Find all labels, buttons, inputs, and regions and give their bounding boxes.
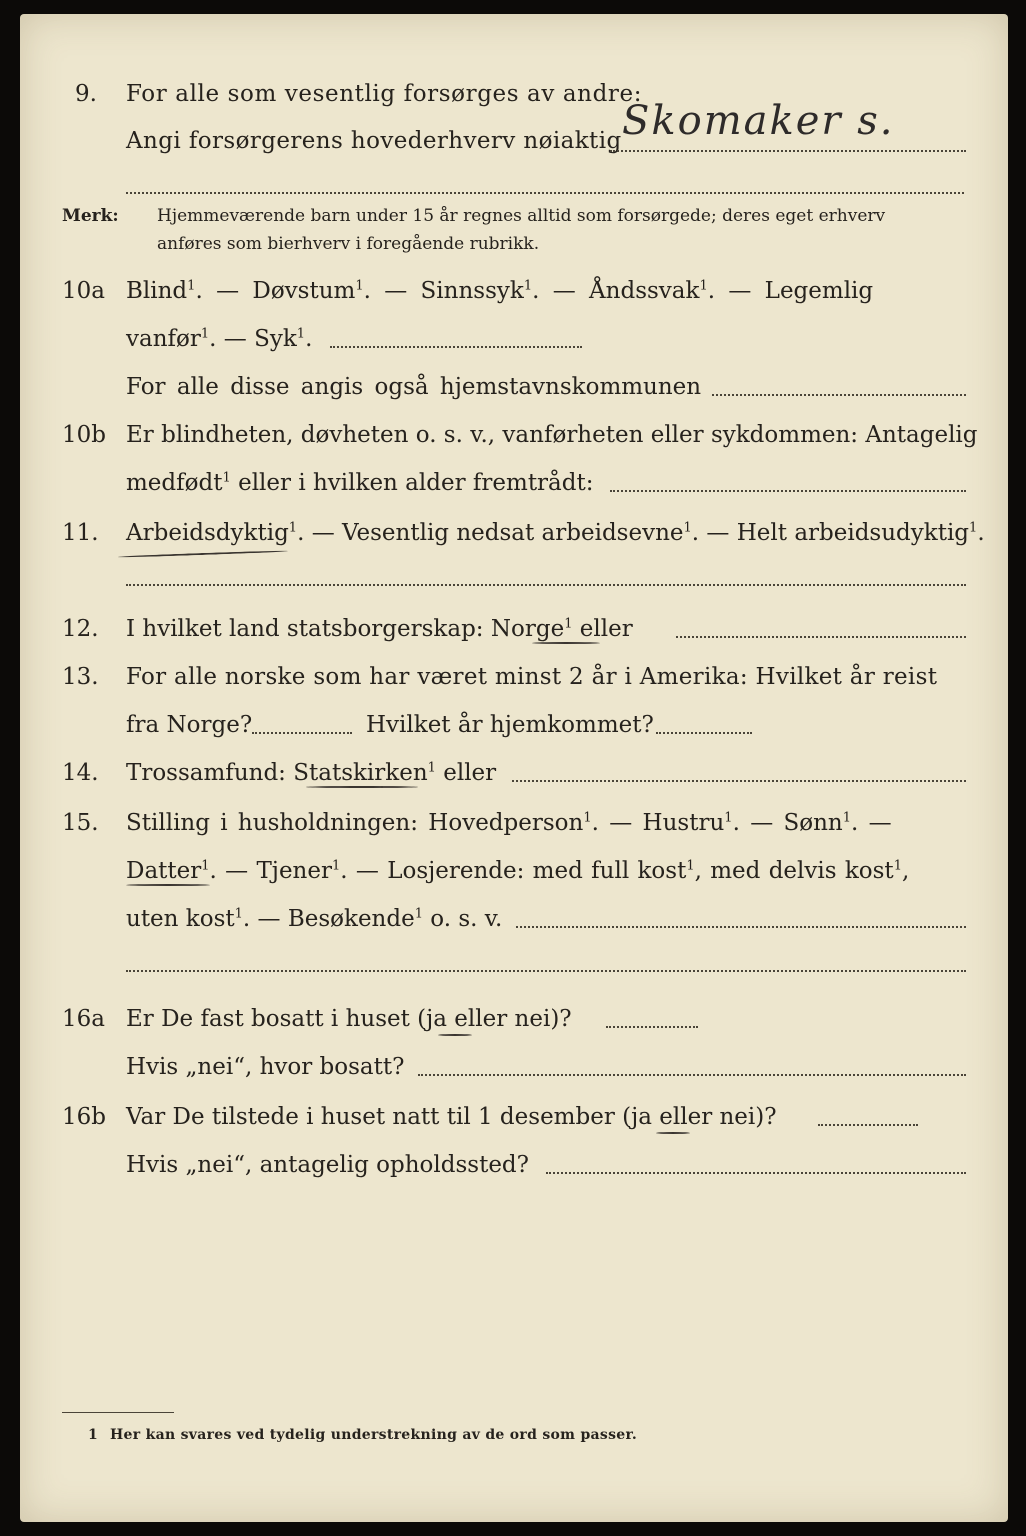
q10a-line3: For alle disse angis også hjemstavnskommunen bbox=[126, 374, 702, 400]
footnote-text: Her kan svares ved tydelig understrekning av de ord som passer. bbox=[110, 1427, 638, 1443]
q15-osv: o. s. v. bbox=[430, 906, 503, 932]
q13-hjem-line[interactable] bbox=[656, 732, 752, 734]
q16a-bosatt-line[interactable] bbox=[418, 1074, 966, 1076]
opt-blind: Blind bbox=[126, 278, 188, 304]
dash: — bbox=[552, 278, 576, 304]
q16b-underline-mark bbox=[656, 1132, 690, 1134]
sup: 1 bbox=[969, 520, 978, 536]
sup: 1 bbox=[683, 520, 692, 536]
q15-underline-mark bbox=[126, 884, 210, 886]
dash: — bbox=[355, 858, 379, 884]
sup: 1 bbox=[842, 810, 852, 826]
sup: 1 bbox=[686, 858, 695, 874]
period: . bbox=[363, 278, 371, 304]
q10a-line1 bbox=[126, 276, 873, 306]
sup: 1 bbox=[200, 326, 210, 342]
q14-underline-mark bbox=[306, 786, 418, 788]
q10b-rest: eller i hvilken alder fremtrådt: bbox=[238, 470, 594, 496]
period: . bbox=[532, 278, 540, 304]
period: . bbox=[297, 520, 305, 546]
dash: — bbox=[311, 520, 335, 546]
sup: 1 bbox=[222, 470, 231, 486]
q12-underline-mark bbox=[532, 642, 600, 644]
sup: 1 bbox=[523, 278, 533, 294]
sup: 1 bbox=[234, 906, 243, 922]
q15-text: Stilling i husholdningen: bbox=[126, 810, 418, 836]
period: . bbox=[691, 520, 700, 546]
opt-udyktig: Helt arbeidsudyktig bbox=[736, 520, 970, 546]
comma: , bbox=[694, 858, 702, 884]
q14-line bbox=[126, 758, 496, 788]
q15-extra-line bbox=[126, 970, 966, 972]
footnote-mark: 1 bbox=[88, 1427, 98, 1443]
sup: 1 bbox=[699, 278, 708, 294]
q11-number: 11. bbox=[62, 520, 99, 546]
sup: 1 bbox=[355, 278, 364, 294]
opt-tjener: Tjener bbox=[256, 858, 332, 884]
period: . bbox=[242, 906, 251, 932]
period: . bbox=[591, 810, 599, 836]
period: . bbox=[977, 520, 985, 546]
opt-andssvak: Åndssvak bbox=[589, 278, 700, 304]
sup: 1 bbox=[331, 858, 341, 874]
q16b-line2: Hvis „nei“, antagelig opholdssted? bbox=[126, 1152, 529, 1178]
period: . bbox=[195, 278, 203, 304]
sup: 1 bbox=[564, 616, 573, 632]
sup: 1 bbox=[427, 760, 436, 776]
sup: 1 bbox=[201, 858, 210, 874]
q10b-answer-line[interactable] bbox=[610, 490, 966, 492]
q13-reist-line[interactable] bbox=[252, 732, 352, 734]
q9-number: 9. bbox=[75, 81, 97, 107]
dash: — bbox=[223, 326, 247, 352]
opt-dovstum: Døvstum bbox=[252, 278, 356, 304]
sup: 1 bbox=[187, 278, 196, 294]
sup: 1 bbox=[296, 326, 306, 342]
q14-eller: eller bbox=[443, 760, 497, 786]
q10b-number: 10b bbox=[62, 422, 106, 448]
q9-line2: Angi forsørgerens hovederhverv nøiaktig bbox=[126, 128, 622, 154]
q15-answer-line[interactable] bbox=[516, 926, 966, 928]
dash: — bbox=[216, 278, 240, 304]
q16a-line1: Er De fast bosatt i huset (ja eller nei)? bbox=[126, 1006, 572, 1032]
opt-legemlig: Legemlig bbox=[764, 278, 874, 304]
q13-fra: fra Norge? bbox=[126, 712, 253, 738]
period: . bbox=[305, 326, 313, 352]
q12-number: 12. bbox=[62, 616, 99, 642]
opt-hovedperson: Hovedperson bbox=[428, 810, 584, 836]
q15-line3 bbox=[126, 904, 502, 934]
opt-medfodt: medfødt bbox=[126, 470, 223, 496]
q9-extra-line bbox=[126, 192, 964, 194]
opt-vanfor: vanfør bbox=[126, 326, 201, 352]
q15-line2 bbox=[126, 856, 909, 886]
merk-label: Merk: bbox=[62, 206, 119, 226]
period: . bbox=[851, 810, 859, 836]
q13-number: 13. bbox=[62, 664, 99, 690]
dash: — bbox=[750, 810, 774, 836]
q16a-line2: Hvis „nei“, hvor bosatt? bbox=[126, 1054, 405, 1080]
footnote-rule bbox=[62, 1412, 174, 1413]
opt-delvis-kost: med delvis kost bbox=[710, 858, 894, 884]
q12-eller: eller bbox=[579, 616, 633, 642]
q16b-line1: Var De tilstede i huset natt til 1 desember (ja eller nei)? bbox=[126, 1104, 777, 1130]
merk-line2: anføres som bierhverv i foregående rubrikk. bbox=[157, 234, 540, 254]
opt-arbeidsdyktig: Arbeidsdyktig bbox=[126, 520, 289, 546]
q16a-number: 16a bbox=[62, 1006, 105, 1032]
q9-answer-line[interactable] bbox=[610, 150, 966, 152]
q15-line1 bbox=[126, 808, 892, 838]
q16b-opholdssted-line[interactable] bbox=[546, 1172, 966, 1174]
opt-hustru: Hustru bbox=[642, 810, 725, 836]
sup: 1 bbox=[583, 810, 592, 826]
q15-number: 15. bbox=[62, 810, 99, 836]
opt-sinnssyk: Sinnssyk bbox=[420, 278, 524, 304]
period: . bbox=[732, 810, 740, 836]
q14-answer-line[interactable] bbox=[512, 780, 966, 782]
q10a-number: 10a bbox=[62, 278, 105, 304]
period: . bbox=[707, 278, 716, 304]
q12-line bbox=[126, 614, 633, 644]
q13-hjem: Hvilket år hjemkommet? bbox=[366, 712, 654, 738]
q16b-answer-line[interactable] bbox=[818, 1124, 918, 1126]
comma: , bbox=[901, 858, 910, 884]
q16a-answer-line[interactable] bbox=[606, 1026, 698, 1028]
opt-datter: Datter bbox=[126, 858, 202, 884]
q9-line1: For alle som vesentlig forsørges av andre: bbox=[126, 81, 643, 107]
dash: — bbox=[728, 278, 752, 304]
period: . bbox=[340, 858, 348, 884]
period: . bbox=[209, 858, 217, 884]
opt-full-kost: Losjerende: med full kost bbox=[387, 858, 687, 884]
opt-norge: Norge bbox=[490, 616, 565, 642]
q10b-line1: Er blindheten, døvheten o. s. v., vanførheten eller sykdommen: Antagelig bbox=[126, 422, 978, 448]
q11-line bbox=[126, 518, 985, 548]
q12-text: I hvilket land statsborgerskap: bbox=[126, 616, 484, 642]
dash: — bbox=[706, 520, 730, 546]
sup: 1 bbox=[724, 810, 733, 826]
q13-line1: For alle norske som har været minst 2 år i Amerika: Hvilket år reist bbox=[126, 664, 938, 690]
q10a-hjemstavn-line[interactable] bbox=[712, 394, 966, 396]
sup: 1 bbox=[893, 858, 902, 874]
q16a-underline-mark bbox=[438, 1034, 472, 1036]
q11-extra-line bbox=[126, 584, 966, 586]
dash: — bbox=[257, 906, 281, 932]
q12-answer-line[interactable] bbox=[676, 636, 966, 638]
period: . bbox=[209, 326, 217, 352]
q14-number: 14. bbox=[62, 760, 99, 786]
q10a-line2 bbox=[126, 324, 312, 354]
dash: — bbox=[225, 858, 249, 884]
q10a-answer-line[interactable] bbox=[330, 346, 582, 348]
q14-text: Trossamfund: bbox=[126, 760, 286, 786]
sup: 1 bbox=[414, 906, 423, 922]
opt-uten-kost: uten kost bbox=[126, 906, 235, 932]
dash: — bbox=[609, 810, 633, 836]
opt-statskirken: Statskirken bbox=[293, 760, 428, 786]
sup: 1 bbox=[288, 520, 298, 536]
opt-syk: Syk bbox=[254, 326, 297, 352]
dash: — bbox=[384, 278, 408, 304]
q10b-line2 bbox=[126, 468, 593, 498]
dash: — bbox=[868, 810, 892, 836]
opt-besokende: Besøkende bbox=[287, 906, 415, 932]
opt-sonn: Sønn bbox=[783, 810, 843, 836]
merk-line1: Hjemmeværende barn under 15 år regnes alltid som forsørgede; deres eget erhverv bbox=[157, 206, 886, 226]
opt-nedsat: Vesentlig nedsat arbeidsevne bbox=[342, 520, 684, 546]
q16b-number: 16b bbox=[62, 1104, 106, 1130]
q9-handwritten-answer: Skomaker s. bbox=[622, 98, 895, 144]
